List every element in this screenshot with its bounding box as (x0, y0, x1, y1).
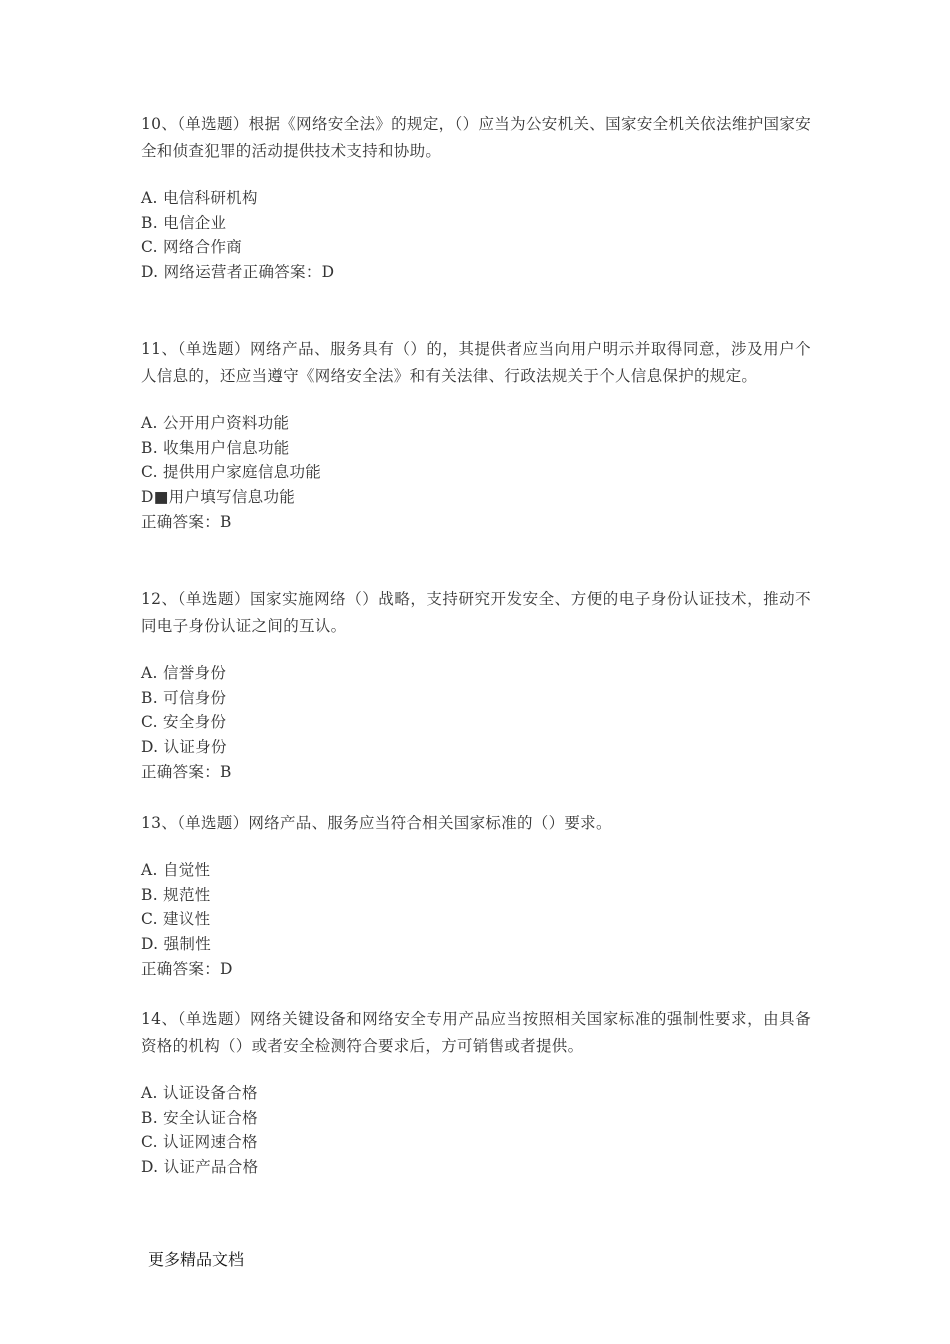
option-b: B. 收集用户信息功能 (141, 438, 290, 457)
option-c: C. 认证网速合格 (141, 1133, 258, 1151)
option-b: B. 安全认证合格 (141, 1108, 258, 1127)
question-stem: 13、（单选题）网络产品、服务应当符合相关国家标准的（）要求。 (141, 814, 612, 832)
option-d: D. 认证身份 (141, 737, 227, 756)
option-d: D. 认证产品合格 (141, 1157, 259, 1176)
footer-text: 更多精品文档 (148, 1250, 245, 1269)
option-b: B. 可信身份 (141, 688, 227, 707)
option-c: C. 网络合作商 (141, 238, 243, 256)
question-10 (141, 111, 811, 284)
correct-answer: 正确答案：B (141, 513, 232, 531)
option-c: C. 建议性 (141, 910, 211, 928)
option-list (141, 411, 811, 509)
option-c: C. 安全身份 (141, 713, 227, 731)
option-a: A. 公开用户资料功能 (141, 414, 290, 432)
option-list (141, 1081, 811, 1179)
option-a: A. 自觉性 (141, 861, 211, 879)
option-list (141, 661, 811, 759)
option-d: D■用户填写信息功能 (141, 487, 296, 506)
option-list (141, 858, 811, 956)
option-d-text: D. 网络运营者 (141, 262, 243, 281)
question-14 (141, 1006, 811, 1179)
question-stem: 11、（单选题）网络产品、服务具有（）的，其提供者应当向用户明示并取得同意，涉及用户个人信息的，还应当遵守《网络安全法》和有关法律、行政法规关于个人信息保护的规定。 (141, 340, 811, 385)
question-stem: 12、（单选题）国家实施网络（）战略，支持研究开发安全、方便的电子身份认证技术，推动不同电子身份认证之间的互认。 (141, 590, 811, 635)
correct-answer: 正确答案：B (141, 763, 232, 781)
question-13 (141, 810, 811, 982)
option-b: B. 规范性 (141, 885, 211, 904)
correct-answer: 正确答案：D (242, 262, 335, 281)
question-11 (141, 336, 811, 535)
option-a: A. 电信科研机构 (141, 189, 258, 207)
option-d (141, 260, 811, 285)
question-stem: 14、（单选题）网络关键设备和网络安全专用产品应当按照相关国家标准的强制性要求，由具备资格的机构（）或者安全检测符合要求后，方可销售或者提供。 (141, 1010, 811, 1055)
correct-answer: 正确答案：D (141, 960, 233, 978)
option-c: C. 提供用户家庭信息功能 (141, 463, 322, 481)
option-b: B. 电信企业 (141, 213, 227, 232)
option-a: A. 信誉身份 (141, 664, 227, 682)
question-12 (141, 586, 811, 785)
option-a: A. 认证设备合格 (141, 1084, 258, 1102)
option-d: D. 强制性 (141, 934, 212, 953)
question-stem: 10、（单选题）根据《网络安全法》的规定，（）应当为公安机关、国家安全机关依法维护国家安全和侦查犯罪的活动提供技术支持和协助。 (141, 115, 811, 160)
option-list (141, 186, 811, 284)
